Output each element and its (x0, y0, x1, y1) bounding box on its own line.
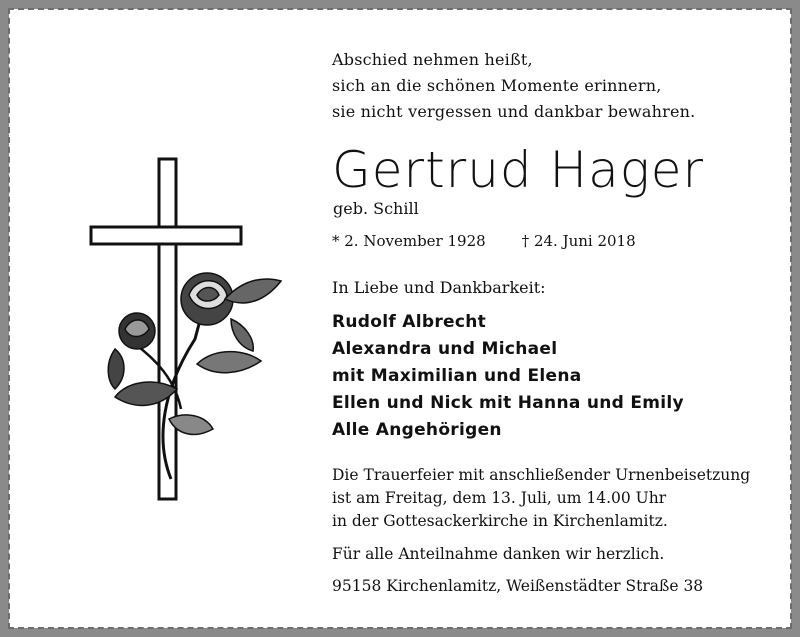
mourners-list (332, 309, 800, 444)
mourner-line: Alexandra und Michael (332, 339, 558, 359)
motto-line: sich an die schönen Momente erinnern, (332, 76, 662, 95)
cross-with-roses-illustration (85, 149, 285, 509)
obituary-text (332, 47, 800, 595)
mourner-line: Ellen und Nick mit Hanna und Emily (332, 393, 684, 413)
family-address: 95158 Kirchenlamitz, Weißenstädter Straße 38 (332, 577, 704, 595)
mourner-line: Alle Angehörigen (332, 420, 502, 440)
ceremony-line: ist am Freitag, dem 13. Juli, um 14.00 Uhr (332, 489, 667, 507)
ceremony-line: Die Trauerfeier mit anschließender Urnenbeisetzung (332, 466, 751, 484)
obituary-card (21, 21, 779, 616)
mourner-line: Rudolf Albrecht (332, 312, 487, 332)
birth-name: geb. Schill (333, 199, 419, 218)
ceremony-notice (332, 464, 800, 533)
ceremony-line: in der Gottesackerkirche in Kirchenlamitz. (332, 512, 668, 530)
birth-date: * 2. November 1928 (332, 232, 486, 250)
rose-icon (108, 273, 281, 479)
thanks-note: Für alle Anteilnahme danken wir herzlich. (332, 545, 665, 563)
deceased-name: Gertrud Hager (332, 141, 705, 199)
mourners-intro: In Liebe und Dankbarkeit: (332, 278, 546, 297)
cross-icon (91, 159, 241, 499)
life-dates (332, 232, 800, 250)
mourner-line: mit Maximilian und Elena (332, 366, 582, 386)
motto-line: Abschied nehmen heißt, (332, 50, 533, 69)
motto-line: sie nicht vergessen und dankbar bewahren. (332, 102, 696, 121)
motto (332, 47, 800, 125)
death-date: † 24. Juni 2018 (521, 232, 636, 250)
